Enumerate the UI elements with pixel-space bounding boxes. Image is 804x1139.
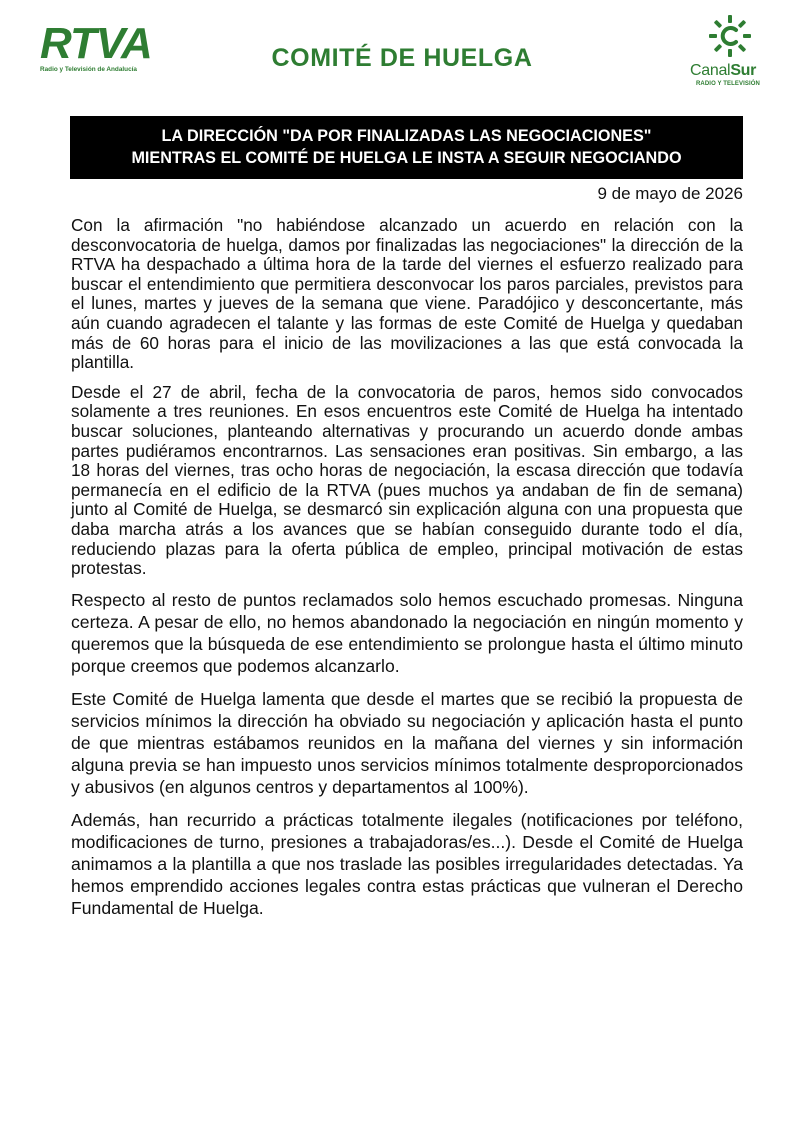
body-paragraph: Este Comité de Huelga lamenta que desde el martes que se recibió la propuesta de servicios mínimos la dirección ha obviado su negociación y aplicación hasta el punto de que mientras estábamos reunidos en la mañana del viernes y sin información alguna previa se han impuesto unos servicios mínimos totalmente desproporcionados y abusivos (en algunos centros y departamentos al 100%). — [71, 688, 743, 798]
sun-c-icon — [708, 14, 752, 58]
document-header — [0, 0, 804, 110]
canalsur-logo-name — [690, 62, 756, 80]
document-date: 9 de mayo de 2026 — [597, 184, 743, 203]
headline-line-2: MIENTRAS EL COMITÉ DE HUELGA LE INSTA A SEGUIR NEGOCIANDO — [131, 149, 682, 167]
body-paragraph: Desde el 27 de abril, fecha de la convocatoria de paros, hemos sido convocados solamente a tres reuniones. En esos encuentros este Comité de Huelga ha intentado buscar soluciones, planteando alternativas y procurando un acuerdo donde ambas partes pudiéramos encontrarnos. Las sensaciones eran positivas. Sin embargo, a las 18 horas del viernes, tras ocho horas de negociación, la escasa dirección que todavía permanecía en el edificio de la RTVA (pues muchos ya andaban de fin de semana) junto al Comité de Huelga, se desmarcó sin explicación alguna con una propuesta que daba marcha atrás a los avances que se habían conseguido durante todo el día, reduciendo plazas para la oferta pública de empleo, principal motivación de estas protestas. — [71, 381, 743, 579]
canalsur-logo-name-b: Sur — [730, 62, 757, 79]
canalsur-logo-name-a: Canal — [690, 62, 731, 79]
canalsur-logo-subtitle: RADIO Y TELEVISIÓN — [696, 81, 760, 87]
headline-line-1: LA DIRECCIÓN "DA POR FINALIZADAS LAS NEGOCIACIONES" — [161, 127, 652, 145]
body-paragraph: Respecto al resto de puntos reclamados solo hemos escuchado promesas. Ninguna certeza. A pesar de ello, no hemos abandonado la negociación en ningún momento y queremos que la búsqueda de ese entendimiento se prolongue hasta el último minuto porque creemos que podemos alcanzarlo. — [71, 589, 743, 677]
page-title: COMITÉ DE HUELGA — [271, 44, 533, 72]
body-paragraph: Además, han recurrido a prácticas totalmente ilegales (notificaciones por teléfono, modificaciones de turno, presiones a trabajadoras/es...). Desde el Comité de Huelga animamos a la plantilla a que nos traslade las posibles irregularidades detectadas. Ya hemos emprendido acciones legales contra estas prácticas que vulneran el Derecho Fundamental de Huelga. — [71, 809, 743, 919]
rtva-logo-text: RTVA — [40, 19, 152, 68]
document-body — [71, 216, 743, 930]
body-paragraph: Con la afirmación "no habiéndose alcanzado un acuerdo en relación con la desconvocatoria de huelga, damos por finalizadas las negociaciones" la dirección de la RTVA ha despachado a última hora de la tarde del viernes el esfuerzo realizado para buscar el entendimiento que permitiera desconvocar los paros parciales, previstos para el lunes, martes y jueves de la semana que viene. Paradójico y desconcertante, más aún cuando agradecen el talante y las formas de este Comité de Huelga y quedaban más de 60 horas para el inicio de las movilizaciones a las que está convocada la plantilla. — [71, 215, 743, 373]
headline-banner — [70, 116, 743, 179]
rtva-logo-subtitle: Radio y Televisión de Andalucía — [40, 66, 137, 73]
canalsur-logo — [688, 14, 774, 94]
